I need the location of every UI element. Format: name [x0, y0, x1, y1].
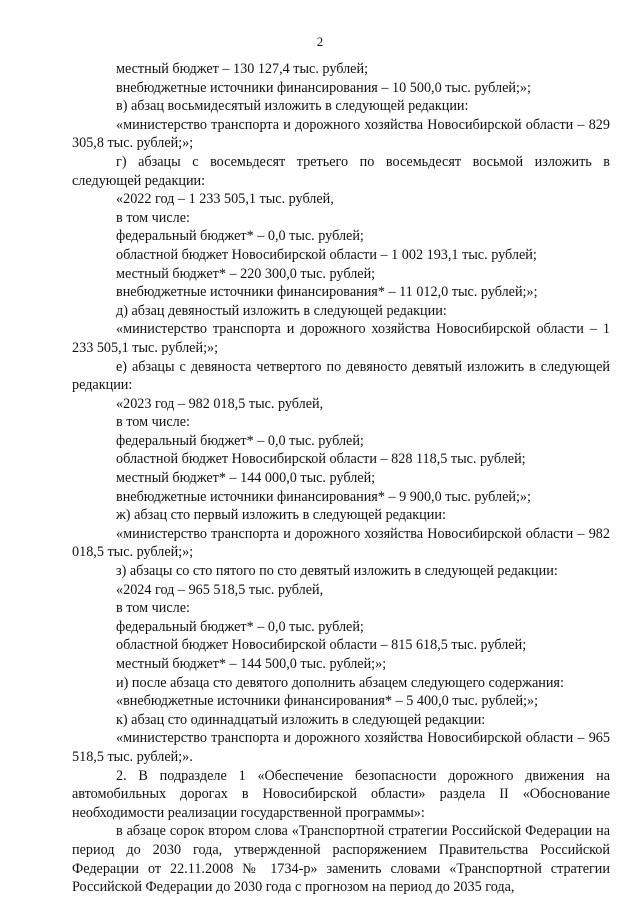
paragraph: и) после абзаца сто девятого дополнить абзацем следующего содержания:: [116, 674, 564, 691]
page-number: 2: [316, 34, 324, 49]
paragraph: в том числе:: [116, 600, 190, 617]
paragraph: местный бюджет – 130 127,4 тыс. рублей;: [116, 61, 369, 77]
paragraph: «внебюджетные источники финансирования* – 5 400,0 тыс. рублей;»;: [116, 693, 539, 710]
paragraph: внебюджетные источники финансирования* – 11 012,0 тыс. рублей;»;: [116, 284, 538, 301]
paragraph: «министерство транспорта и дорожного хозяйства Новосибирской области – 982 018,5 тыс. рублей;»;: [72, 525, 610, 561]
paragraph: в том числе:: [116, 414, 190, 431]
paragraph: местный бюджет* – 144 000,0 тыс. рублей;: [116, 470, 376, 487]
paragraph: федеральный бюджет* – 0,0 тыс. рублей;: [116, 432, 364, 449]
paragraph: федеральный бюджет* – 0,0 тыс. рублей;: [116, 618, 364, 635]
paragraph: д) абзац девяностый изложить в следующей редакции:: [116, 302, 447, 319]
document-body: [72, 60, 610, 897]
paragraph: «министерство транспорта и дорожного хозяйства Новосибирской области – 965 518,5 тыс. рублей;».: [72, 730, 610, 765]
paragraph: «2024 год – 965 518,5 тыс. рублей,: [116, 581, 324, 598]
paragraph: «2023 год – 982 018,5 тыс. рублей,: [116, 395, 324, 412]
paragraph: областной бюджет Новосибирской области – 815 618,5 тыс. рублей;: [116, 637, 527, 654]
paragraph: е) абзацы с девяноста четвертого по девяносто девятый изложить в следующей редакции:: [72, 358, 610, 394]
paragraph: местный бюджет* – 220 300,0 тыс. рублей;: [116, 265, 376, 282]
paragraph: к) абзац сто одиннадцатый изложить в следующей редакции:: [116, 711, 486, 728]
paragraph: федеральный бюджет* – 0,0 тыс. рублей;: [116, 228, 364, 245]
paragraph: 2. В подразделе 1 «Обеспечение безопасности дорожного движения на автомобильных дорогах в Новосибирской области» раздела II «Обоснование необходимости реализации государственной программы»:: [72, 767, 610, 821]
paragraph: з) абзацы со сто пятого по сто девятый изложить в следующей редакции:: [116, 563, 558, 580]
paragraph: «министерство транспорта и дорожного хозяйства Новосибирской области – 829 305,8 тыс. рублей;»;: [72, 116, 610, 152]
paragraph: областной бюджет Новосибирской области – 1 002 193,1 тыс. рублей;: [116, 246, 537, 263]
paragraph: внебюджетные источники финансирования* – 9 900,0 тыс. рублей;»;: [116, 488, 531, 505]
paragraph: в том числе:: [116, 209, 190, 226]
paragraph: ж) абзац сто первый изложить в следующей редакции:: [116, 507, 446, 524]
paragraph: в) абзац восьмидесятый изложить в следующей редакции:: [116, 98, 469, 115]
paragraph: «министерство транспорта и дорожного хозяйства Новосибирской области – 1 233 505,1 тыс. рублей;»;: [72, 321, 610, 356]
paragraph: областной бюджет Новосибирской области – 828 118,5 тыс. рублей;: [116, 451, 526, 468]
paragraph: г) абзацы с восемьдесят третьего по восемьдесят восьмой изложить в следующей редакции:: [72, 153, 610, 189]
paragraph: в абзаце сорок втором слова «Транспортной стратегии Российской Федерации на период до 2030 года, утвержденной распоряжением Правительства Российской Федерации от 22.11.2008 № 1734-р» заменить словами «Транспортной стратегии Российской Федерации до 2030 года с прогнозом на период до 2035 года,: [72, 823, 610, 896]
paragraph: «2022 год – 1 233 505,1 тыс. рублей,: [116, 191, 334, 208]
paragraph: внебюджетные источники финансирования – 10 500,0 тыс. рублей;»;: [116, 79, 531, 96]
paragraph: местный бюджет* – 144 500,0 тыс. рублей;»;: [116, 656, 387, 672]
